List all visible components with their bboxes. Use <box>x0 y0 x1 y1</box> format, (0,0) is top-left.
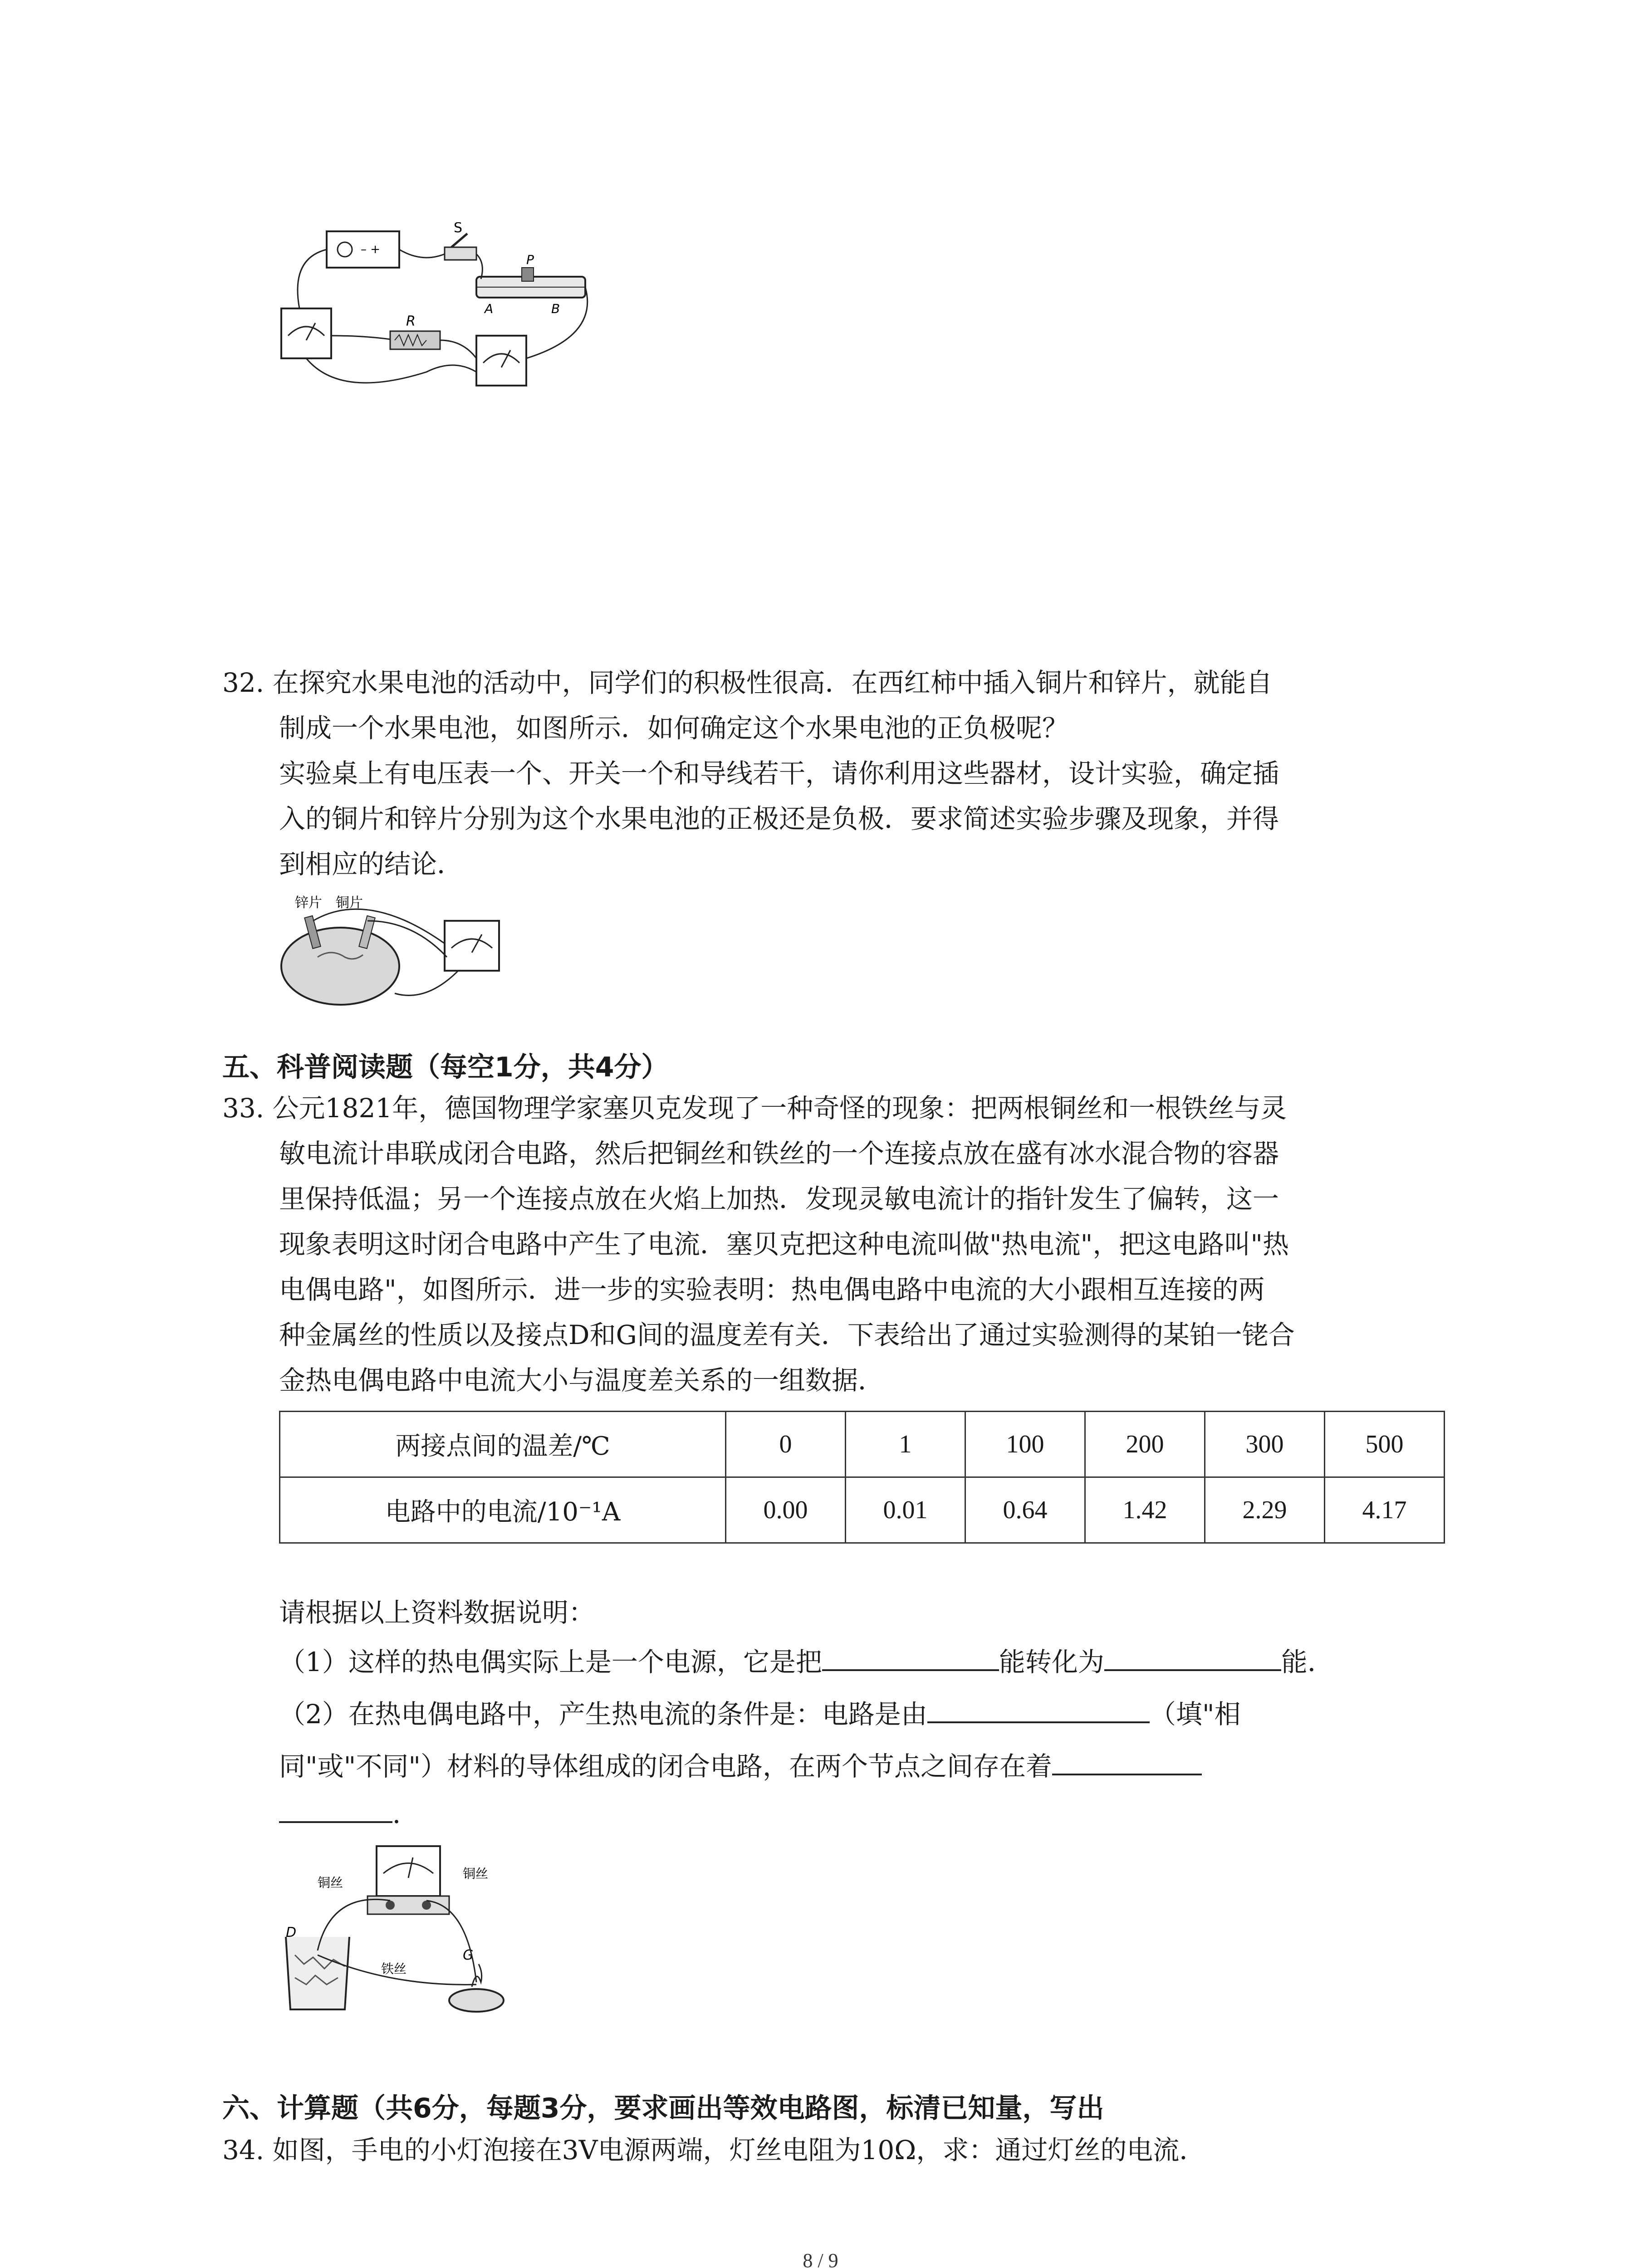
svg-text:B: B <box>551 301 560 316</box>
answer-blank-4[interactable] <box>1052 1746 1202 1775</box>
zinc-label: 锌片 <box>295 895 322 911</box>
thermocouple-data-table <box>279 1411 1445 1544</box>
copper-wire-right-label: 铜丝 <box>463 1866 489 1881</box>
section-6-heading: 六、计算题（共6分，每题3分，要求画出等效电路图，标清已知量，写出 <box>222 2092 1104 2124</box>
table-row-1-header: 两接点间的温差/℃ <box>280 1412 726 1477</box>
table-cell: 0.00 <box>726 1477 846 1543</box>
page-number: 8 / 9 <box>803 2249 838 2268</box>
q33-prompt: 请根据以上资料数据说明： <box>279 1597 595 1628</box>
svg-text:G: G <box>463 1947 474 1963</box>
table-cell: 4.17 <box>1325 1477 1445 1543</box>
table-cell: 500 <box>1325 1412 1445 1477</box>
q33-line-4: 现象表明这时闭合电路中产生了电流．塞贝克把这种电流叫做"热电流"，把这电路叫"热 <box>279 1229 1289 1260</box>
answer-blank-4-cont[interactable] <box>279 1794 392 1823</box>
q33-line-2: 敏电流计串联成闭合电路，然后把铜丝和铁丝的一个连接点放在盛有冰水混合物的容器 <box>279 1138 1279 1169</box>
q33-sub-2: （2）在热电偶电路中，产生热电流的条件是：电路是由 （填"相 <box>279 1694 1241 1730</box>
q32-line-4: 入的铜片和锌片分别为这个水果电池的正极还是负极．要求简述实验步骤及现象，并得 <box>279 803 1279 834</box>
thermocouple-figure <box>277 1837 531 2023</box>
table-cell: 0 <box>726 1412 846 1477</box>
q32-line-1: 32. 在探究水果电池的活动中，同学们的积极性很高．在西红柿中插入铜片和锌片，就能自 <box>222 667 1273 698</box>
switch-label: S <box>454 222 463 236</box>
circuit-figure-q31 <box>272 222 599 404</box>
q33-line-6: 种金属丝的性质以及接点D和G间的温度差有关．下表给出了通过实验测得的某铂一铑合 <box>279 1320 1295 1350</box>
table-cell: 0.64 <box>965 1477 1085 1543</box>
table-cell: 100 <box>965 1412 1085 1477</box>
q32-line-2: 制成一个水果电池，如图所示．如何确定这个水果电池的正负极呢？ <box>279 713 1069 743</box>
svg-text:A: A <box>485 301 494 316</box>
table-row-2-header: 电路中的电流/10⁻¹A <box>280 1477 726 1543</box>
table-cell: 1 <box>846 1412 965 1477</box>
svg-text:D: D <box>286 1925 297 1941</box>
answer-blank-1[interactable] <box>822 1642 999 1671</box>
svg-text:R: R <box>406 313 416 329</box>
table-cell: 0.01 <box>846 1477 965 1543</box>
table-cell: 1.42 <box>1085 1477 1205 1543</box>
q33-line-7: 金热电偶电路中电流大小与温度差关系的一组数据． <box>279 1365 885 1396</box>
q33-sub-1: （1）这样的热电偶实际上是一个电源，它是把 能转化为 能． <box>279 1642 1334 1678</box>
table-cell: 2.29 <box>1205 1477 1325 1543</box>
table-row <box>280 1477 1445 1543</box>
table-cell: 300 <box>1205 1412 1325 1477</box>
svg-text:P: P <box>526 252 534 267</box>
svg-text:– +: – + <box>361 243 381 256</box>
q32-line-5: 到相应的结论． <box>279 849 464 880</box>
q32-line-3: 实验桌上有电压表一个、开关一个和导线若干，请你利用这些器材，设计实验，确定插 <box>279 758 1279 789</box>
section-5-heading: 五、科普阅读题（每空1分，共4分） <box>222 1051 669 1083</box>
table-cell: 200 <box>1085 1412 1205 1477</box>
table-row <box>280 1412 1445 1477</box>
answer-blank-2[interactable] <box>1104 1642 1281 1671</box>
q33-sub-2-end: ． <box>279 1794 419 1830</box>
iron-wire-label: 铁丝 <box>381 1961 407 1976</box>
answer-blank-3[interactable] <box>927 1694 1150 1723</box>
q33-sub-2-cont: 同"或"不同"）材料的导体组成的闭合电路，在两个节点之间存在着 <box>279 1746 1202 1782</box>
q33-line-1: 33. 公元1821年，德国物理学家塞贝克发现了一种奇怪的现象：把两根铜丝和一根铁丝与灵 <box>222 1093 1287 1124</box>
q33-line-5: 电偶电路"，如图所示．进一步的实验表明：热电偶电路中电流的大小跟相互连接的两 <box>279 1274 1265 1305</box>
q34-line-1: 34. 如图，手电的小灯泡接在3V电源两端，灯丝电阻为10Ω，求：通过灯丝的电流． <box>222 2135 1206 2165</box>
q33-line-3: 里保持低温；另一个连接点放在火焰上加热．发现灵敏电流计的指针发生了偏转，这一 <box>279 1183 1279 1214</box>
tomato-battery-figure <box>277 889 513 1016</box>
copper-label: 铜片 <box>336 895 363 911</box>
copper-wire-left-label: 铜丝 <box>318 1875 343 1890</box>
